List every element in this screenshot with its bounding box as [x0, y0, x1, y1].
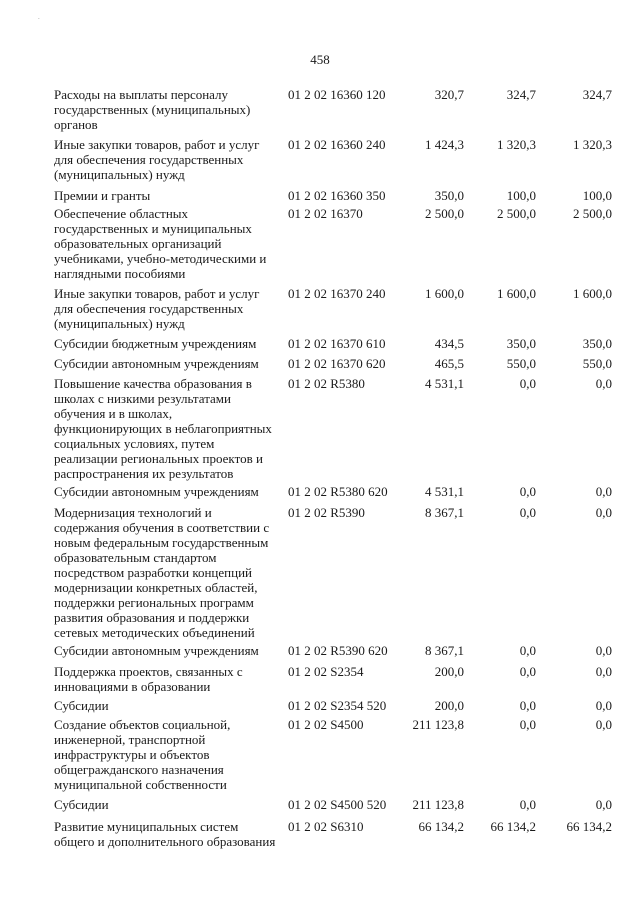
row-budget-code: 01 2 02 16370 620: [288, 356, 386, 371]
row-value-3: 0,0: [595, 698, 612, 713]
row-value-1: 1 600,0: [425, 286, 464, 301]
row-budget-code: 01 2 02 S4500: [288, 717, 364, 732]
row-value-3: 1 320,3: [573, 137, 612, 152]
row-budget-code: 01 2 02 16360 240: [288, 137, 386, 152]
row-value-1: 4 531,1: [425, 376, 464, 391]
row-description: Расходы на выплаты персоналу государственных (муниципальных) органов: [54, 87, 251, 132]
row-budget-code: 01 2 02 16360 350: [288, 188, 386, 203]
row-value-3: 350,0: [582, 336, 612, 351]
row-value-2: 1 600,0: [497, 286, 536, 301]
row-value-1: 8 367,1: [425, 505, 464, 520]
row-value-3: 66 134,2: [566, 819, 612, 834]
row-budget-code: 01 2 02 R5380 620: [288, 484, 388, 499]
row-value-1: 1 424,3: [425, 137, 464, 152]
row-value-2: 66 134,2: [490, 819, 536, 834]
row-value-3: 0,0: [595, 797, 612, 812]
row-description: Субсидии автономным учреждениям: [54, 484, 259, 499]
row-description: Обеспечение областных государственных и муниципальных образовательных организаций учебниками, учебно-методическими и наглядными пособиями: [54, 206, 267, 281]
row-value-3: 0,0: [595, 664, 612, 679]
row-description: Развитие муниципальных систем общего и дополнительного образования: [54, 819, 276, 849]
row-value-1: 434,5: [434, 336, 464, 351]
row-budget-code: 01 2 02 S4500 520: [288, 797, 387, 812]
row-value-3: 2 500,0: [573, 206, 612, 221]
row-value-2: 0,0: [519, 505, 536, 520]
page-number: 458: [310, 52, 330, 67]
row-description: Субсидии автономным учреждениям: [54, 356, 259, 371]
row-value-1: 211 123,8: [412, 717, 464, 732]
row-value-3: 100,0: [582, 188, 612, 203]
row-value-2: 350,0: [506, 336, 536, 351]
row-value-1: 200,0: [434, 698, 464, 713]
row-value-3: 324,7: [582, 87, 612, 102]
row-value-2: 0,0: [519, 664, 536, 679]
row-value-3: 0,0: [595, 717, 612, 732]
row-value-3: 0,0: [595, 505, 612, 520]
row-budget-code: 01 2 02 R5390 620: [288, 643, 388, 658]
row-value-1: 350,0: [434, 188, 464, 203]
row-budget-code: 01 2 02 16360 120: [288, 87, 386, 102]
row-description: Субсидии бюджетным учреждениям: [54, 336, 257, 351]
row-value-1: 8 367,1: [425, 643, 464, 658]
row-value-2: 1 320,3: [497, 137, 536, 152]
row-budget-code: 01 2 02 16370 610: [288, 336, 386, 351]
row-value-2: 324,7: [506, 87, 536, 102]
row-budget-code: 01 2 02 S2354 520: [288, 698, 387, 713]
row-value-2: 2 500,0: [497, 206, 536, 221]
row-description: Субсидии автономным учреждениям: [54, 643, 259, 658]
row-description: Создание объектов социальной, инженерной, транспортной инфраструктуры и объектов общегражданского назначения муниципальной собственности: [54, 717, 231, 792]
row-description: Иные закупки товаров, работ и услуг для обеспечения государственных (муниципальных) нужд: [54, 286, 260, 331]
row-budget-code: 01 2 02 S6310: [288, 819, 364, 834]
row-budget-code: 01 2 02 R5390: [288, 505, 365, 520]
row-value-3: 0,0: [595, 643, 612, 658]
row-budget-code: 01 2 02 16370 240: [288, 286, 386, 301]
row-description: Субсидии: [54, 797, 109, 812]
row-budget-code: 01 2 02 S2354: [288, 664, 364, 679]
row-budget-code: 01 2 02 R5380: [288, 376, 365, 391]
row-value-2: 100,0: [506, 188, 536, 203]
row-value-2: 0,0: [519, 698, 536, 713]
row-value-2: 0,0: [519, 797, 536, 812]
row-value-1: 4 531,1: [425, 484, 464, 499]
row-value-1: 320,7: [434, 87, 464, 102]
row-value-2: 0,0: [519, 484, 536, 499]
row-value-1: 66 134,2: [418, 819, 464, 834]
row-description: Модернизация технологий и содержания обучения в соответствии с новым федеральным государственным образовательным стандартом посредством разработки концепций модернизации конкретных областей, поддержки региональных программ развития образования и поддержки сетевых методических объединений: [54, 505, 270, 640]
row-value-1: 2 500,0: [425, 206, 464, 221]
row-value-1: 200,0: [434, 664, 464, 679]
row-description: Иные закупки товаров, работ и услуг для обеспечения государственных (муниципальных) нужд: [54, 137, 260, 182]
row-value-2: 0,0: [519, 717, 536, 732]
row-value-2: 0,0: [519, 643, 536, 658]
row-description: Субсидии: [54, 698, 109, 713]
row-value-3: 0,0: [595, 484, 612, 499]
scan-mark: .: [38, 13, 40, 21]
row-value-2: 550,0: [506, 356, 536, 371]
row-value-1: 211 123,8: [412, 797, 464, 812]
row-value-3: 1 600,0: [573, 286, 612, 301]
row-value-1: 465,5: [434, 356, 464, 371]
row-budget-code: 01 2 02 16370: [288, 206, 363, 221]
row-description: Повышение качества образования в школах с низкими результатами обучения и в школах, функционирующих в неблагоприятных социальных условиях, путем реализации региональных проектов и распространения их результатов: [54, 376, 272, 481]
row-value-2: 0,0: [519, 376, 536, 391]
row-value-3: 550,0: [582, 356, 612, 371]
row-value-3: 0,0: [595, 376, 612, 391]
row-description: Премии и гранты: [54, 188, 151, 203]
row-description: Поддержка проектов, связанных с инновациями в образовании: [54, 664, 243, 694]
